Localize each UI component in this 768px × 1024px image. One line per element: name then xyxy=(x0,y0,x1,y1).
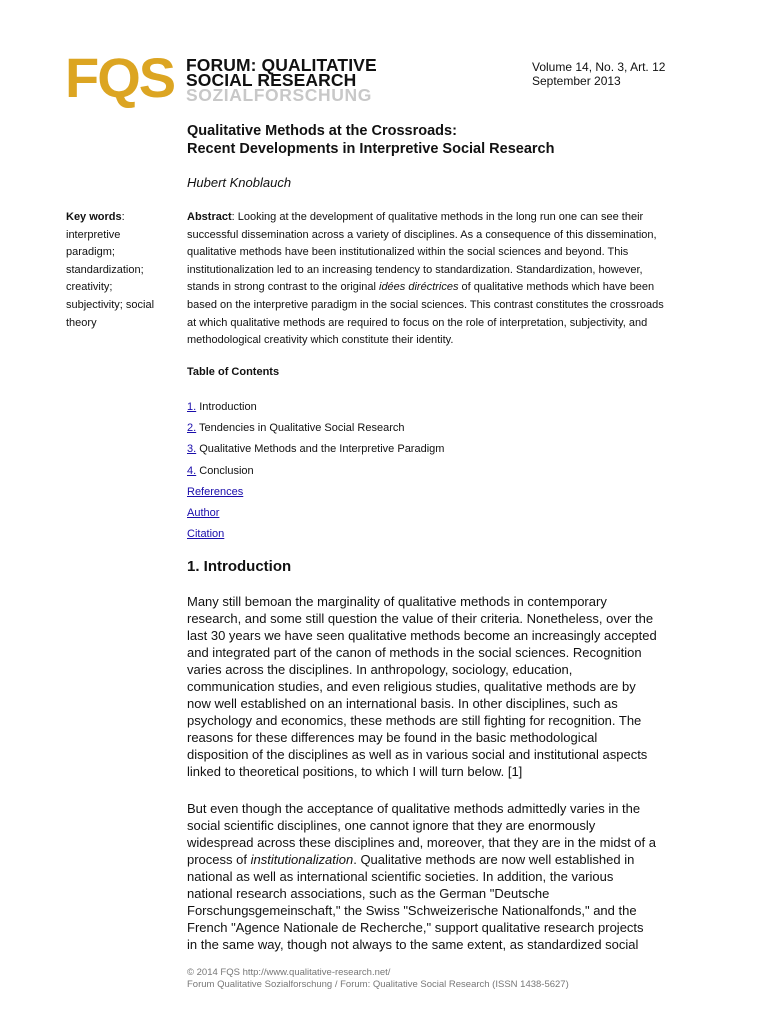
text-line: But even though the acceptance of qualitative methods admittedly varies in the xyxy=(187,801,641,816)
text-line: reasons for these differences may be found in the basic methodological xyxy=(187,730,598,745)
paragraph-1 xyxy=(187,593,717,780)
text-line: widespread across these disciplines and, moreover, that they are in the midst of a xyxy=(187,835,656,850)
toc-label: Introduction xyxy=(196,401,257,413)
keyword-line: theory xyxy=(66,316,97,329)
toc-item-citation xyxy=(187,527,444,548)
references-link[interactable]: References xyxy=(187,485,244,498)
toc-link-4[interactable]: 4. xyxy=(187,464,197,477)
toc-link-1[interactable]: 1. xyxy=(187,401,197,413)
logo-line-3: SOZIALFORSCHUNG xyxy=(186,85,372,105)
keywords-label: Key words xyxy=(66,211,122,223)
abstract-text: of qualitative methods which have been xyxy=(458,281,655,294)
toc-item-conclusion xyxy=(187,464,444,485)
abstract-text: : Looking at the development of qualitative methods in the long run one can see their xyxy=(231,211,644,223)
abstract-text: stands in strong contrast to the original xyxy=(187,281,379,294)
abstract-text: successful dissemination across a variety of disciplines. As a consequence of this dissemination, xyxy=(187,228,657,241)
text-line: psychology and economics, these methods are still fighting for recognition. The xyxy=(187,713,642,728)
toc-label: Tendencies in Qualitative Social Research xyxy=(196,422,405,435)
footer-copyright: © 2014 FQS http://www.qualitative-research.net/ xyxy=(187,967,391,978)
italic-term: institutionalization xyxy=(250,852,354,867)
issue-date: September 2013 xyxy=(532,74,621,88)
text-line: varies across the disciplines. In anthropology, sociology, education, xyxy=(187,662,573,677)
text-line: national as well as international scientific societies. In addition, the various xyxy=(187,869,614,884)
page-footer xyxy=(187,967,569,991)
toc-link-3[interactable]: 3. xyxy=(187,443,197,456)
logo-text xyxy=(186,55,377,105)
text-line: Many still bemoan the marginality of qualitative methods in contemporary xyxy=(187,594,607,609)
author: Hubert Knoblauch xyxy=(187,175,292,190)
section-heading: 1. Introduction xyxy=(187,558,292,575)
text-line: research, and some still question the value of their criteria. Nonetheless, over the xyxy=(187,611,654,626)
toc-item-tendencies xyxy=(187,421,444,442)
text-segment: process of xyxy=(187,852,251,867)
text-line: Forschungsgemeinschaft," the Swiss "Schweizerische Nationalfonds," and the xyxy=(187,903,637,918)
text-line: now well established on an international basis. In other disciplines, such as xyxy=(187,696,618,711)
table-of-contents xyxy=(187,400,444,548)
keyword-line: subjectivity; social xyxy=(66,298,155,311)
text-line: disposition of the disciplines as well as in various social and institutional aspects xyxy=(187,747,648,762)
keyword-line: creativity; xyxy=(66,281,113,294)
keyword-line: paradigm; xyxy=(66,246,115,259)
title-line-1: Qualitative Methods at the Crossroads: xyxy=(187,123,457,139)
text-line: national research associations, such as the German "Deutsche xyxy=(187,886,550,901)
title-line-2: Recent Developments in Interpretive Social Research xyxy=(187,141,555,157)
abstract-text: at which qualitative methods are required to focus on the role of interpretation, subjectivity, and xyxy=(187,316,648,329)
text-segment: . Qualitative methods are now well established in xyxy=(353,852,635,867)
toc-label: Qualitative Methods and the Interpretive Paradigm xyxy=(196,443,445,456)
logo-line-1: FORUM: QUALITATIVE xyxy=(186,55,377,75)
toc-link-2[interactable]: 2. xyxy=(187,422,197,435)
text-line: linked to theoretical positions, to which I will turn below. [1] xyxy=(187,764,523,779)
text-line: in the same way, though not always to the same extent, as standardized social xyxy=(187,937,639,952)
abstract-label: Abstract xyxy=(187,211,232,223)
toc-item-introduction xyxy=(187,400,444,421)
logo-letters: FQS xyxy=(65,46,175,109)
abstract-text: based on the interpretive paradigm in the social sciences. This contrast constitutes the crossroads xyxy=(187,298,664,311)
citation-link[interactable]: Citation xyxy=(187,528,225,541)
toc-item-author xyxy=(187,506,444,527)
keyword-line: standardization; xyxy=(66,263,144,276)
keywords-colon: : xyxy=(121,211,125,223)
footer-journal: Forum Qualitative Sozialforschung / Forum: Qualitative Social Research (ISSN 1438-5627) xyxy=(187,979,569,990)
author-link[interactable]: Author xyxy=(187,506,220,519)
text-line: communication studies, and even religious studies, qualitative methods are by xyxy=(187,679,636,694)
paragraph-2 xyxy=(187,800,717,953)
article-title xyxy=(187,122,687,158)
keywords-heading xyxy=(66,209,171,227)
toc-label: Conclusion xyxy=(196,464,254,477)
abstract-text: methodological creativity which constitute their identity. xyxy=(187,334,454,347)
keyword-line: interpretive xyxy=(66,228,121,241)
text-line: social scientific disciplines, one cannot ignore that they are enormously xyxy=(187,818,596,833)
volume: Volume 14, No. 3, Art. 12 xyxy=(532,60,666,74)
abstract-text: qualitative methods have been institutionalized within the social sciences and beyond. This xyxy=(187,246,629,259)
text-line: and integrated part of the canon of methods in the social sciences. Recognition xyxy=(187,645,642,660)
logo-line-2: SOCIAL RESEARCH xyxy=(186,70,357,90)
abstract xyxy=(187,209,707,350)
toc-title: Table of Contents xyxy=(187,366,280,378)
toc-item-references xyxy=(187,485,444,506)
text-line: last 30 years we have seen qualitative methods become an increasingly accepted xyxy=(187,628,657,643)
abstract-italic: idées diréctrices xyxy=(379,281,459,294)
issue-info xyxy=(532,60,665,88)
keywords xyxy=(66,209,171,332)
text-line: French "Agence Nationale de Recherche," support qualitative research projects xyxy=(187,920,644,935)
toc-item-methods xyxy=(187,442,444,463)
abstract-text: institutionalization led to an increasing tendency to standardization. Standardization, however, xyxy=(187,263,643,276)
